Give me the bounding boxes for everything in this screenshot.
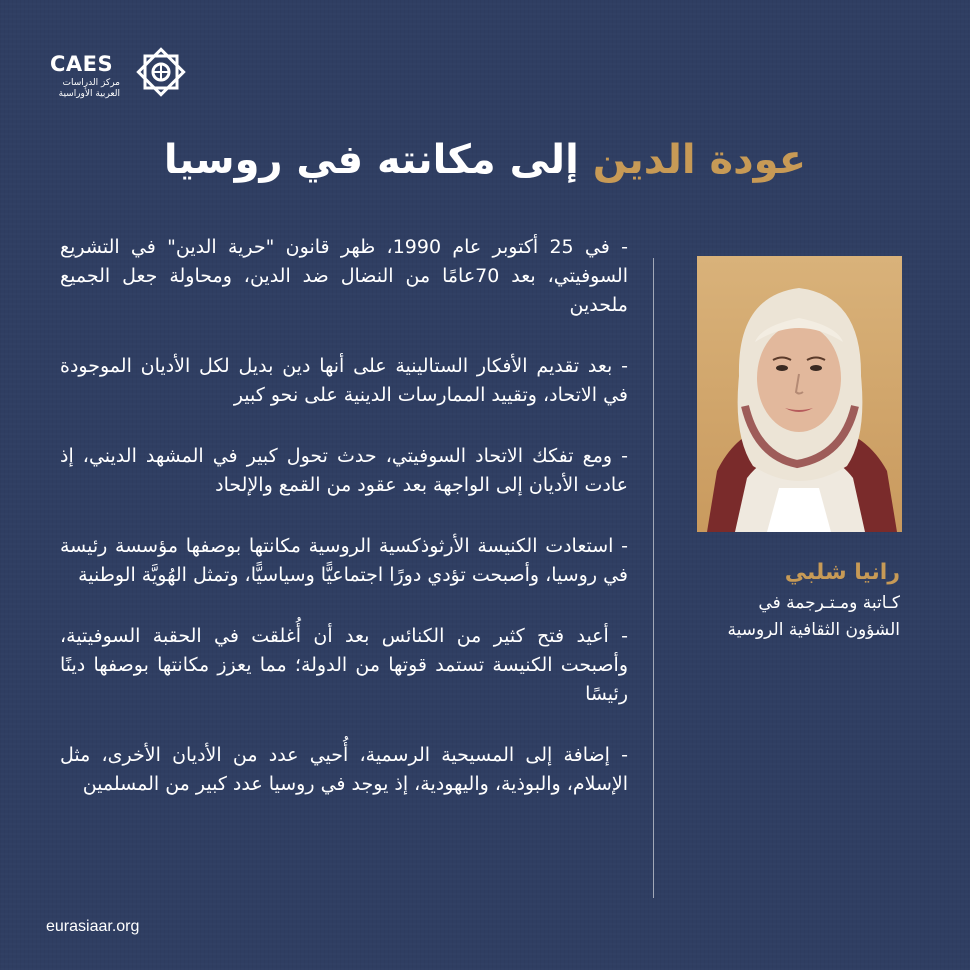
title-highlight: عودة الدين	[592, 137, 807, 183]
author-role-line2: الشؤون الثقافية الروسية	[727, 620, 900, 640]
brand-logo[interactable]	[48, 44, 198, 104]
author-portrait-illustration	[697, 256, 902, 532]
author-name: رانيا شلبي	[784, 560, 900, 585]
paragraph: - أعيد فتح كثير من الكنائس بعد أن أُغلقت في الحقبة السوفيتية، وأصبحت الكنيسة تستمد قوتها من الدولة؛ مما يعزز مكانتها بوصفها دينًا رئيسًا	[60, 625, 628, 705]
author-role-line1: كـاتبة ومـتـرجمة في	[758, 593, 900, 613]
body-text	[60, 233, 628, 831]
paragraph: - في 25 أكتوبر عام 1990، ظهر قانون "حرية الدين" في التشريع السوفيتي، بعد 70عامًا من النضال ضد الدين، ومحاولة جعل الجميع ملحدين	[60, 236, 628, 316]
page-title	[0, 132, 970, 188]
paragraph: - ومع تفكك الاتحاد السوفيتي، حدث تحول كبير في المشهد الديني، إذ عادت الأديان إلى الواجهة بعد عقود من القمع والإلحاد	[60, 445, 628, 496]
paragraph: - استعادت الكنيسة الأرثوذكسية الروسية مكانتها بوصفها مؤسسة رئيسة في روسيا، وأصبحت تؤدي دورًا اجتماعيًّا وسياسيًّا، وتمثل الهُويَّة الوطنية	[60, 535, 628, 586]
brand-name: CAES	[50, 52, 114, 76]
paragraph: - بعد تقديم الأفكار الستالينية على أنها دين بديل لكل الأديان الموجودة في الاتحاد، وتقييد الممارسات الدينية على نحو كبير	[60, 355, 628, 406]
author-photo	[697, 256, 902, 532]
brand-subtitle-line2: العربية الأوراسية	[58, 89, 120, 99]
title-rest: إلى مكانته في روسيا	[163, 137, 579, 183]
paragraph: - إضافة إلى المسيحية الرسمية، أُحيي عدد من الأديان الأخرى، مثل الإسلام، والبوذية، واليهودية، إذ يوجد في روسيا عدد كبير من المسلمين	[60, 744, 628, 795]
brand-subtitle-line1: مركز الدراسات	[62, 78, 120, 88]
website-link[interactable]: eurasiaar.org	[46, 918, 140, 935]
star-octagram-icon	[133, 44, 189, 100]
